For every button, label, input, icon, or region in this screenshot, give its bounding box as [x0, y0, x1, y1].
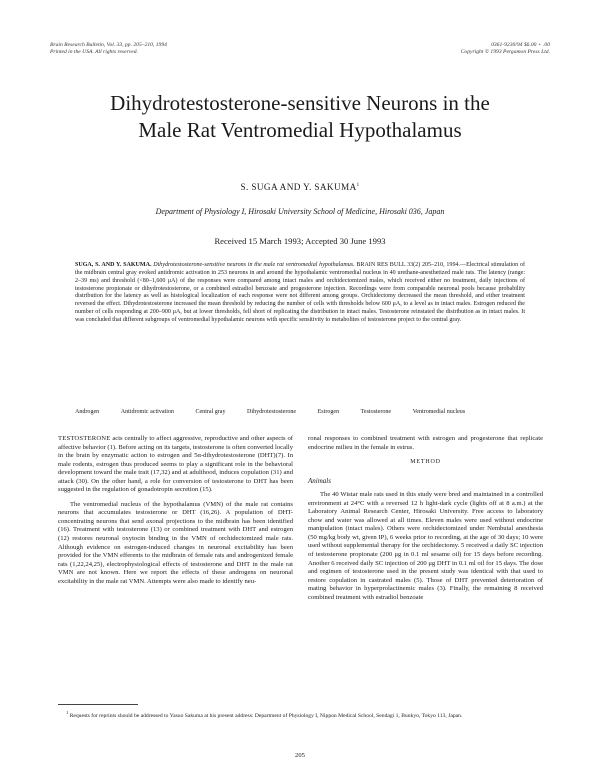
footnote-text: Requests for reprints should be addressed to Yasuo Sakuma at his present address: Department of Physiology I, Nippon Medical School, Sendagi 1, Bunkyo, Tokyo 113, Japan. [69, 712, 463, 719]
copyright-line: Copyright © 1993 Pergamon Press Ltd. [460, 49, 550, 56]
page-number: 205 [295, 752, 305, 759]
abstract-authors: SUGA, S. AND Y. SAKUMA. [75, 262, 152, 268]
abstract-title: Dihydrotestosterone-sensitive neurons in the male rat ventromedial hypothalamus. [153, 262, 355, 268]
footnote-mark: 1 [66, 710, 69, 715]
keyword: Central gray [195, 409, 226, 415]
issn-line: 0361-9230/94 $6.00 + .00 [491, 42, 550, 48]
keyword: Androgen [75, 409, 100, 415]
animals-paragraph: The 40 Wistar male rats used in this study were bred and maintained in a controlled environment at 24°C with a reversed 12 h light-dark cycle (lights off at 8 a.m.) at the Laboratory Animal Research Center, Hirosaki University. Free access to laboratory chow and water was allowed at all times. Eleven males were used without endocrine manipulation (intact males). Others were orchidectomized under Nembutal anesthesia (50 mg/kg body wt, given IP), 6 weeks prior to recording, at the age of 30 days; 10 were used without supplemental therapy for the orchidectomy. 5 received a daily SC injection of testosterone propionate (200 μg in 0.1 ml sesame oil) for 15 days before recording. Another 6 received daily SC injection of 200 μg DHT in 0.1 ml oil for 15 days. The dose and regimen of testosterone used in the present study was identical with that used to restore copulation in castrated males (5). Those of DHT prevented deterioration of mating behavior in hyperprolactinemic males (3). Finally, the remaining 8 received combined treatment with estradiol benzoate [308, 491, 543, 601]
keyword: Testosterone [360, 409, 392, 415]
author-line [40, 182, 560, 192]
keyword: Antidromic activation [120, 409, 174, 415]
received-dates: Received 15 March 1993; Accepted 30 June 1993 [214, 236, 386, 246]
author-footnote-mark: 1 [356, 182, 360, 188]
keyword: Estrogen [317, 409, 340, 415]
authors: S. SUGA AND Y. SAKUMA [240, 182, 357, 192]
intro-paragraph-continued: ronal responses to combined treatment with estrogen and progesterone that replicate endocrine milieu in the female in estrus. [308, 435, 543, 451]
intro-paragraph-2: The ventromedial nucleus of the hypothalamus (VMN) of the male rat contains neurons that accumulates testosterone or DHT (16,26). A population of DHT-concentrating neurons that send axonal projections to the midbrain has been identified (16). Treatment with testosterone (13) or combined treatment with DHT and estrogen (12) restores neuronal oxytocin binding in the VMN of orchidectomized male rats. Although evidence on estrogen-induced changes in neuronal excitability has been provided for the VMN efferents to the midbrain of female rats and androgenized female rats (1,22,24,25), electrophysiological effects of testosterone and DHT in the male rat VMN are not known. Here we report the effects of these androgens on neuronal excitability in the male rat VMN. Attempts were also made to identify neu- [58, 500, 293, 585]
title-line-1: Dihydrotestosterone-sensitive Neurons in the [110, 91, 490, 115]
footnote-rule [58, 704, 138, 705]
keyword: Dihydrotestosterone [247, 409, 297, 415]
animals-subheading: Animals [308, 476, 331, 485]
keyword: Ventromedial nucleus [412, 409, 466, 415]
copyright-header [461, 42, 550, 56]
right-column [308, 435, 543, 608]
intro-text-1: acts centrally to affect aggressive, reproductive and other aspects of affective behavior (1). Before acting on its targets, testosterone is often converted locally in the brain by enzymatic action to estrogen and 5α-dihydrotestosterone (DHT)(7). In male rodents, estrogen thus produced seems to play a significant role in the behavioral development toward the male trait (17,32) and at adulthood, induces copulation (31) and attack (30). On the other hand, a role for conversion of testosterone to DHT has been suggested in the regulation of gonadotropin secretion (15). [58, 435, 293, 494]
method-heading: METHOD [410, 459, 441, 466]
abstract [75, 262, 525, 325]
abstract-body: —Electrical stimulation of the midbrain central gray evoked antidromic activation in 253 neurons in and around the hypothalamic ventromedial nucleus in 40 urethane-anesthetized male rats. The latency (range: 2–39 ms) and threshold (<80–1,600 μA) of the responses were compared among intact males and orchidectomized males, which received either no treatment, daily injections of testosterone propionate or dihydrotestosterone, or a combined estradiol benzoate and progesterone injection. Recordings were from comparable neuronal pools because probability distribution for the latency as well as histological localization of each response were not different among groups. Orchidectomy decreased the mean threshold, and either treatment reversed the effect. Dihydrotestosterone increased the mean threshold by reducing the number of cells with thresholds below 600 μA, to a level as in intact males. Estrogen reduced the number of cells responding at 200–900 μA, but at lower thresholds, fell short of replicating the distribution in intact males. Testosterone reinstated the distribution as in intact males. It was concluded that different subgroups of ventromedial hypothalamic neurons with specific sensitivity to metabolites of testosterone project to the central gray. [75, 262, 525, 323]
abstract-journal: BRAIN RES BULL 33(2) 205–210, 1994. [356, 262, 461, 268]
article-title [40, 90, 560, 144]
title-line-2: Male Rat Ventromedial Hypothalamus [138, 118, 462, 142]
journal-rights-line: Printed in the USA. All rights reserved. [50, 49, 138, 56]
intro-paragraph-1 [58, 435, 293, 495]
journal-citation-line: Brain Research Bulletin, Vol. 33, pp. 205–210, 1994 [50, 42, 167, 48]
left-column [58, 435, 293, 592]
footnote [58, 709, 543, 720]
affiliation: Department of Physiology I, Hirosaki University School of Medicine, Hirosaki 036, Japan [155, 207, 445, 216]
journal-citation-header [50, 42, 167, 56]
keywords [75, 408, 525, 416]
intro-lead-word: TESTOSTERONE [58, 435, 111, 442]
